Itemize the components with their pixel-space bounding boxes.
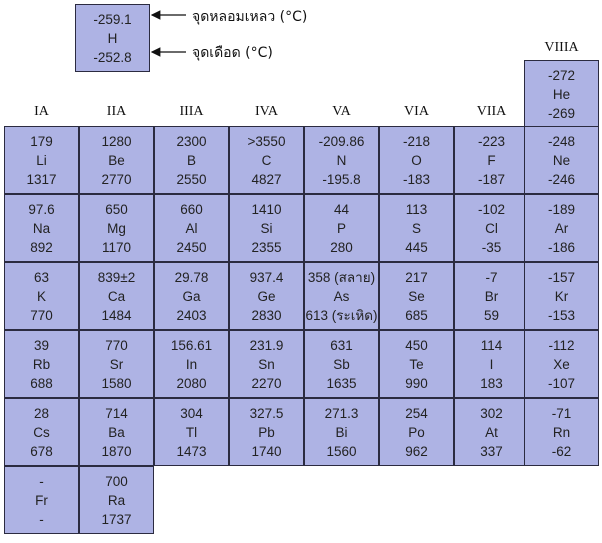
element-symbol: Ar [554, 220, 569, 236]
melting-point-value: 304 [180, 405, 203, 421]
boiling-point-value: -62 [551, 443, 572, 459]
boiling-point-value: 2830 [251, 307, 282, 323]
melting-point-value: 631 [330, 337, 353, 353]
element-symbol: Ra [107, 492, 126, 508]
element-symbol: F [487, 152, 496, 168]
melting-point-value: 271.3 [324, 405, 359, 421]
boiling-point-value: 2080 [176, 375, 207, 391]
boiling-point-value: 2550 [176, 171, 207, 187]
melting-point-value: 217 [405, 269, 428, 285]
melting-point-value: 156.61 [170, 337, 213, 353]
melting-point-value: 179 [30, 133, 53, 149]
element-cell-as [304, 262, 379, 330]
melting-point-value: 63 [33, 269, 50, 285]
element-symbol: He [552, 86, 571, 102]
element-symbol: P [336, 220, 346, 236]
boiling-point-value: -187 [477, 171, 506, 187]
melting-point-value: 1410 [251, 201, 282, 217]
element-cell-n [304, 126, 379, 194]
element-cell-rn [524, 398, 599, 466]
element-cell-in [154, 330, 229, 398]
element-cell-f [454, 126, 529, 194]
element-symbol: Sr [109, 356, 124, 372]
boiling-point-value: 1580 [101, 375, 132, 391]
element-symbol: Ba [108, 424, 125, 440]
element-symbol: Br [484, 288, 499, 304]
element-symbol: Be [108, 152, 125, 168]
boiling-point-value: 1473 [176, 443, 207, 459]
legend-symbol: H [107, 30, 118, 46]
melting-point-value: 770 [105, 337, 128, 353]
element-cell-ne [524, 126, 599, 194]
melting-point-value: -7 [485, 269, 498, 285]
boiling-point-value: 688 [30, 375, 53, 391]
element-cell-fr [4, 466, 79, 534]
melting-point-value: 44 [333, 201, 350, 217]
element-symbol: Pb [258, 424, 275, 440]
element-symbol: As [333, 288, 350, 304]
boiling-point-value: 2270 [251, 375, 282, 391]
element-cell-at [454, 398, 529, 466]
boiling-point-value: 962 [405, 443, 428, 459]
boiling-point-value: -183 [402, 171, 431, 187]
element-cell-c [229, 126, 304, 194]
boiling-point-value: 59 [483, 307, 500, 323]
melting-point-value: -218 [402, 133, 431, 149]
group-header-ia: IA [34, 104, 49, 119]
melting-point-value: -189 [547, 201, 576, 217]
boiling-point-value: -186 [547, 239, 576, 255]
boiling-point-value: 613 (ระเหิด) [305, 307, 378, 323]
element-symbol: Rn [552, 424, 571, 440]
element-symbol: K [36, 288, 46, 304]
boiling-point-value: 2770 [101, 171, 132, 187]
element-cell-cs [4, 398, 79, 466]
boiling-point-value: 1170 [101, 239, 132, 255]
element-cell-p [304, 194, 379, 262]
boiling-point-value: 2403 [176, 307, 207, 323]
element-symbol: Rb [32, 356, 51, 372]
element-symbol: Li [36, 152, 47, 168]
element-cell-b [154, 126, 229, 194]
melting-point-value: -223 [477, 133, 506, 149]
melting-point-value: -209.86 [318, 133, 365, 149]
element-cell-sb [304, 330, 379, 398]
element-symbol: Sn [258, 356, 275, 372]
melting-point-value: >3550 [247, 133, 286, 149]
boiling-point-value: 337 [480, 443, 503, 459]
element-symbol: Mg [107, 220, 126, 236]
group-header-viia: VIIA [476, 104, 507, 119]
boiling-point-value: 445 [405, 239, 428, 255]
melting-point-value: 114 [480, 337, 503, 353]
melting-point-value: 714 [105, 405, 128, 421]
melting-point-value: 29.78 [174, 269, 209, 285]
melting-point-value: -272 [547, 67, 576, 83]
element-cell-br [454, 262, 529, 330]
boiling-point-value: 1737 [101, 511, 132, 527]
element-cell-o [379, 126, 454, 194]
boiling-point-value: -246 [547, 171, 576, 187]
element-symbol: I [489, 356, 494, 372]
element-symbol: B [186, 152, 196, 168]
melting-point-value: 660 [180, 201, 203, 217]
element-symbol: At [485, 424, 498, 440]
element-cell-se [379, 262, 454, 330]
element-cell-xe [524, 330, 599, 398]
element-cell-be [79, 126, 154, 194]
boiling-point-value: 1484 [101, 307, 132, 323]
element-cell-sr [79, 330, 154, 398]
element-symbol: Cl [485, 220, 498, 236]
element-symbol: Tl [185, 424, 198, 440]
element-symbol: Si [260, 220, 273, 236]
element-cell-li [4, 126, 79, 194]
element-symbol: Ga [182, 288, 201, 304]
boiling-point-value: 4827 [251, 171, 282, 187]
melting-point-value: 650 [105, 201, 128, 217]
boiling-point-value: 1870 [101, 443, 132, 459]
element-symbol: C [261, 152, 272, 168]
element-symbol: N [336, 152, 347, 168]
element-symbol: Xe [553, 356, 570, 372]
element-symbol: Na [32, 220, 51, 236]
melting-point-value: 937.4 [249, 269, 284, 285]
boiling-point-value: -153 [547, 307, 576, 323]
element-cell-ge [229, 262, 304, 330]
element-symbol: Se [408, 288, 425, 304]
boiling-point-value: 1635 [326, 375, 357, 391]
melting-point-value: -157 [547, 269, 576, 285]
element-cell-ca [79, 262, 154, 330]
boiling-point-label: จุดเดือด (°C) [192, 45, 273, 61]
group-header-iiia: IIIA [179, 104, 204, 119]
element-cell-bi [304, 398, 379, 466]
boiling-point-value: 183 [480, 375, 503, 391]
element-cell-si [229, 194, 304, 262]
boiling-point-value: -35 [481, 239, 502, 255]
boiling-point-value: 1740 [251, 443, 282, 459]
element-cell-he [524, 60, 599, 128]
boiling-point-value: 1317 [26, 171, 57, 187]
melting-point-value: - [39, 473, 44, 489]
melting-point-label: จุดหลอมเหลว (°C) [192, 9, 308, 25]
group-header-iva: IVA [254, 104, 279, 119]
element-cell-k [4, 262, 79, 330]
boiling-point-value: 280 [330, 239, 353, 255]
melting-point-value: -112 [548, 337, 575, 353]
element-symbol: Ne [552, 152, 571, 168]
element-cell-rb [4, 330, 79, 398]
melting-point-value: 839±2 [97, 269, 136, 285]
element-symbol: S [411, 220, 421, 236]
boiling-point-value: -107 [547, 375, 576, 391]
boiling-point-value: -195.8 [322, 171, 361, 187]
legend-boiling-value: -252.8 [93, 49, 132, 65]
element-cell-tl [154, 398, 229, 466]
boiling-point-value: 770 [30, 307, 53, 323]
element-cell-i [454, 330, 529, 398]
melting-point-value: -71 [551, 405, 572, 421]
element-cell-te [379, 330, 454, 398]
boiling-point-value: 1560 [326, 443, 357, 459]
melting-point-value: 327.5 [249, 405, 284, 421]
element-cell-sn [229, 330, 304, 398]
element-symbol: Bi [335, 424, 348, 440]
boiling-point-value: - [39, 511, 44, 527]
legend-melting-value: -259.1 [93, 11, 132, 27]
boiling-point-value: 2450 [176, 239, 207, 255]
element-cell-po [379, 398, 454, 466]
melting-point-value: 113 [405, 201, 428, 217]
element-cell-ra [79, 466, 154, 534]
melting-point-value: 1280 [101, 133, 132, 149]
element-cell-kr [524, 262, 599, 330]
melting-point-value: 450 [405, 337, 428, 353]
boiling-point-value: 892 [30, 239, 53, 255]
element-symbol: Kr [554, 288, 569, 304]
element-cell-al [154, 194, 229, 262]
element-cell-ar [524, 194, 599, 262]
element-cell-na [4, 194, 79, 262]
boiling-point-value: 685 [405, 307, 428, 323]
element-cell-s [379, 194, 454, 262]
boiling-point-value: 678 [30, 443, 53, 459]
boiling-point-value: 990 [405, 375, 428, 391]
melting-point-value: -102 [477, 201, 506, 217]
element-symbol: In [185, 356, 198, 372]
element-cell-mg [79, 194, 154, 262]
group-header-iia: IIA [106, 104, 127, 119]
element-symbol: Ca [107, 288, 126, 304]
group-header-va: VA [332, 104, 351, 119]
element-cell-ba [79, 398, 154, 466]
element-symbol: Cs [33, 424, 50, 440]
element-symbol: Fr [35, 492, 48, 508]
melting-point-value: 700 [105, 473, 128, 489]
element-symbol: Al [185, 220, 198, 236]
element-cell-ga [154, 262, 229, 330]
group-header-viiia: VIIIA [544, 40, 579, 55]
melting-point-value: 2300 [176, 133, 207, 149]
boiling-point-value: 2355 [251, 239, 282, 255]
element-symbol: Te [409, 356, 424, 372]
melting-point-value: -248 [547, 133, 576, 149]
element-symbol: Ge [257, 288, 276, 304]
melting-point-value: 97.6 [28, 201, 55, 217]
element-symbol: Sb [333, 356, 350, 372]
melting-point-value: 231.9 [249, 337, 284, 353]
element-cell-cl [454, 194, 529, 262]
melting-point-value: 28 [33, 405, 50, 421]
element-symbol: O [411, 152, 422, 168]
melting-point-value: 39 [33, 337, 50, 353]
element-symbol: Po [408, 424, 425, 440]
melting-point-value: 358 (สลาย) [307, 269, 376, 285]
melting-point-value: 254 [405, 405, 428, 421]
boiling-point-value: -269 [547, 105, 576, 121]
group-header-via: VIA [404, 104, 429, 119]
melting-point-value: 302 [480, 405, 503, 421]
element-cell-pb [229, 398, 304, 466]
